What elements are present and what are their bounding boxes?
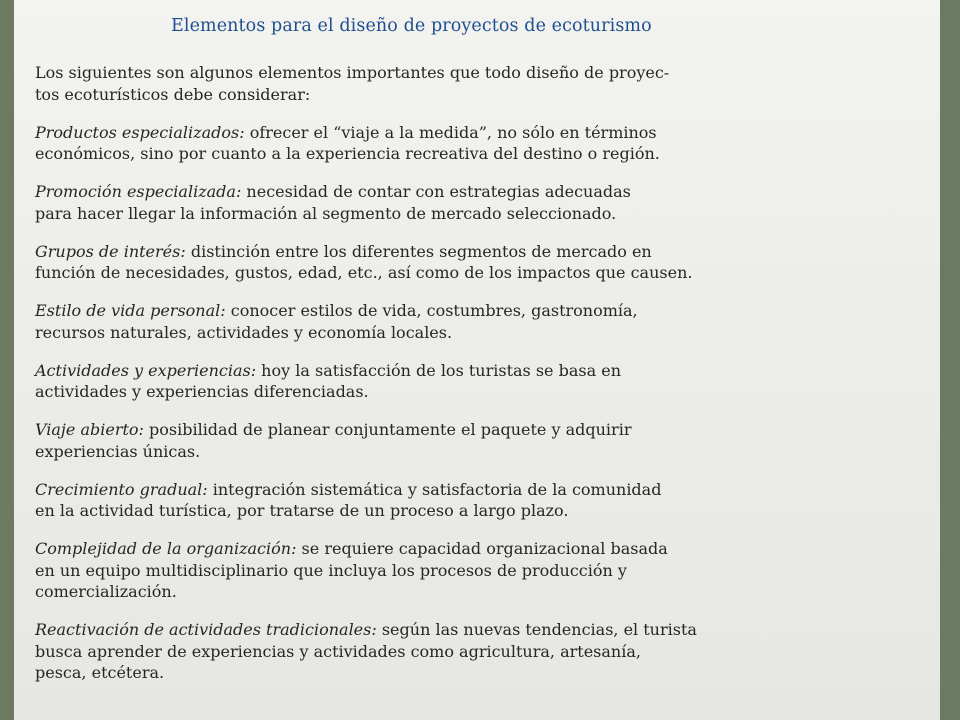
intro-paragraph [35,62,915,105]
element-term: Promoción especializada: [35,182,242,201]
paragraph-line: para hacer llegar la información al segmento de mercado seleccionado. [35,203,617,223]
element-description: se requiere capacidad organizacional basada [296,539,668,558]
element-term: Crecimiento gradual: [35,479,208,499]
document-sheet [14,0,940,720]
element-term: Reactivación de actividades tradicionales: [35,620,377,639]
intro-line: Los siguientes son algunos elementos importantes que todo diseño de proyec- [35,63,670,82]
element-paragraph [35,241,915,284]
paragraph-line [35,181,915,203]
paragraph-line: busca aprender de experiencias y actividades como agricultura, artesanía, [35,641,641,661]
paragraph-line: actividades y experiencias diferenciadas. [35,382,369,401]
paragraph-line [35,300,915,322]
element-paragraph [35,538,915,603]
element-description: hoy la satisfacción de los turistas se basa en [256,360,621,380]
paragraph-line [35,479,915,501]
paragraph-line: comercialización. [35,582,177,601]
element-paragraph [35,419,915,462]
page-title: Elementos para el diseño de proyectos de ecoturismo [171,16,652,36]
element-term: Productos especializados: [35,122,245,142]
paragraph-line: en la actividad turística, por tratarse de un proceso a largo plazo. [35,501,569,520]
element-description: necesidad de contar con estrategias adecuadas [241,182,631,201]
right-border [940,0,960,720]
element-paragraph [35,479,915,522]
element-term: Estilo de vida personal: [35,301,226,320]
paragraph-line [35,419,915,441]
element-description: posibilidad de planear conjuntamente el paquete y adquirir [143,420,632,439]
paragraph-line [35,538,915,560]
paragraph-line: pesca, etcétera. [35,663,165,682]
paragraph-line: recursos naturales, actividades y economía locales. [35,322,453,342]
element-description: integración sistemática y satisfactoria de la comunidad [207,479,662,499]
paragraph-line [35,122,915,144]
element-description: distinción entre los diferentes segmentos de mercado en [185,241,652,261]
paragraph-line [35,619,915,641]
element-term: Complejidad de la organización: [35,539,297,558]
document-body [35,62,915,700]
element-description: conocer estilos de vida, costumbres, gastronomía, [225,301,638,320]
element-paragraph [35,619,915,684]
paragraph-line [35,241,915,263]
paragraph-line [35,360,915,382]
element-term: Actividades y experiencias: [35,360,257,380]
intro-line: tos ecoturísticos debe considerar: [35,84,311,104]
element-paragraph [35,360,915,403]
element-paragraph [35,181,915,224]
element-description: ofrecer el “viaje a la medida”, no sólo en términos [244,122,657,142]
element-term: Viaje abierto: [35,420,144,439]
paragraph-line: en un equipo multidisciplinario que incluya los procesos de producción y [35,560,627,580]
element-paragraph [35,300,915,343]
element-term: Grupos de interés: [35,241,186,261]
paragraph-line: experiencias únicas. [35,441,201,461]
left-border [0,0,14,720]
element-description: según las nuevas tendencias, el turista [376,620,697,639]
paragraph-line: función de necesidades, gustos, edad, etc., así como de los impactos que causen. [35,263,693,282]
element-paragraph [35,122,915,165]
paragraph-line: económicos, sino por cuanto a la experiencia recreativa del destino o región. [35,144,660,163]
